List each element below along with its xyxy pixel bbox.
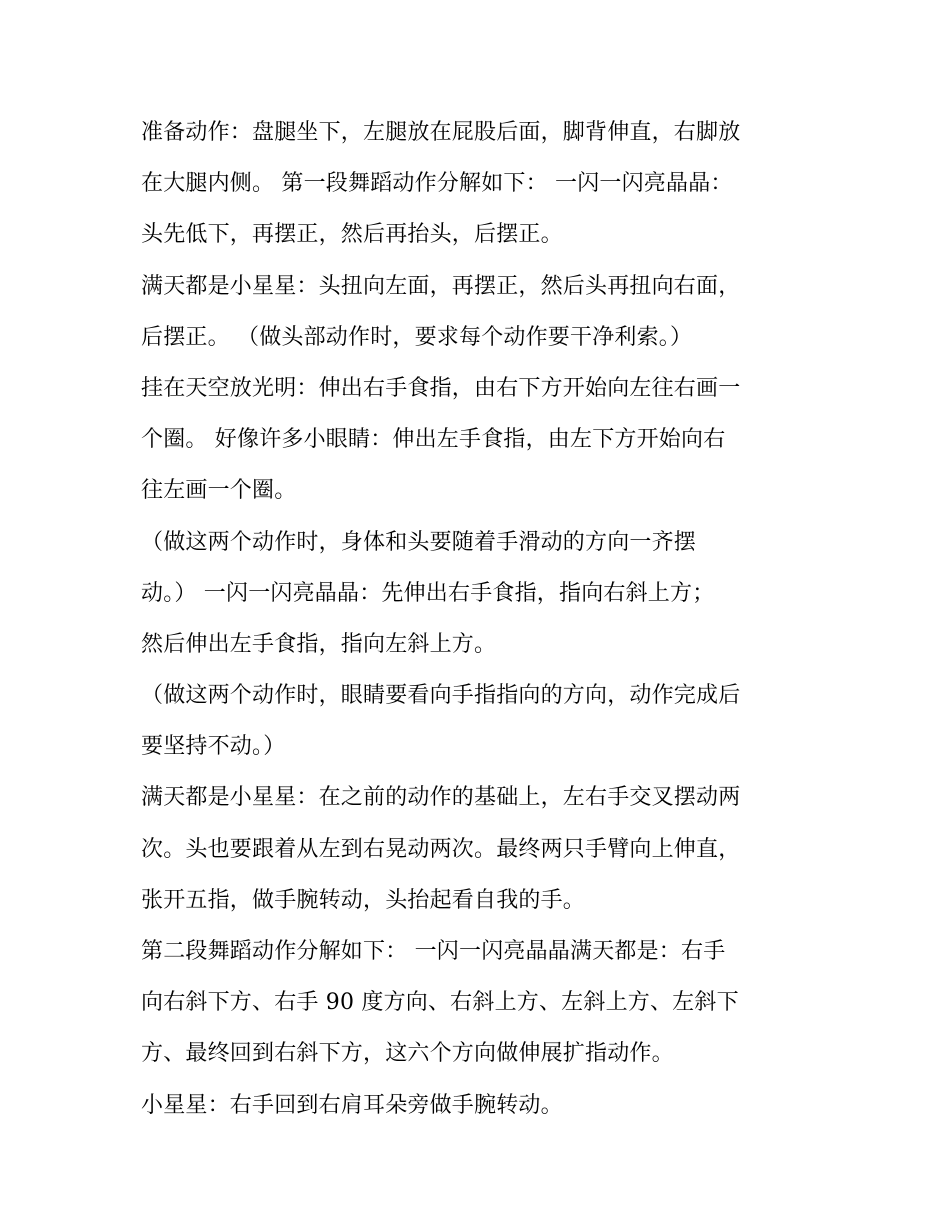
text-line: 后摆正。 （做头部动作时，要求每个动作要干净利索。） [141, 324, 693, 350]
text-line: 往左画一个圈。 [141, 478, 297, 504]
text-line: 第二段舞蹈动作分解如下： 一闪一闪亮晶晶满天都是：右手 [141, 939, 726, 964]
text-line: 头先低下，再摆正，然后再抬头，后摆正。 [141, 222, 563, 248]
text-line: 要坚持不动。） [141, 734, 286, 760]
text-line: （做这两个动作时，眼睛要看向手指指向的方向，动作完成后 [141, 683, 741, 709]
text-line: 挂在天空放光明：伸出右手食指，由右下方开始向左往右画一 [141, 375, 741, 401]
text-line: 然后伸出左手食指，指向左斜上方。 [141, 631, 497, 657]
text-line: 小星星：右手回到右肩耳朵旁做手腕转动。 [141, 1092, 563, 1118]
text-line: 次。头也要跟着从左到右晃动两次。最终两只手臂向上伸直， [141, 836, 741, 862]
document-body [141, 107, 821, 1131]
text-line: 准备动作：盘腿坐下，左腿放在屁股后面，脚背伸直，右脚放 [141, 120, 741, 145]
text-line: 在大腿内侧。 第一段舞蹈动作分解如下： 一闪一闪亮晶晶： [141, 171, 733, 197]
text-line: 向右斜下方、右手 90 度方向、右斜上方、左斜上方、左斜下 [141, 990, 739, 1016]
text-line: 个圈。 好像许多小眼睛：伸出左手食指，由左下方开始向右 [141, 427, 726, 453]
text-line: 动。） 一闪一闪亮晶晶：先伸出右手食指，指向右斜上方； [141, 580, 715, 606]
text-line: 方、最终回到右斜下方，这六个方向做伸展扩指动作。 [141, 1041, 674, 1067]
text-line: 张开五指，做手腕转动，头抬起看自我的手。 [141, 887, 586, 913]
text-line: （做这两个动作时，身体和头要随着手滑动的方向一齐摆 [141, 529, 697, 555]
text-line: 满天都是小星星：头扭向左面，再摆正，然后头再扭向右面， [141, 273, 741, 299]
text-line: 满天都是小星星：在之前的动作的基础上，左右手交叉摆动两 [141, 785, 741, 811]
